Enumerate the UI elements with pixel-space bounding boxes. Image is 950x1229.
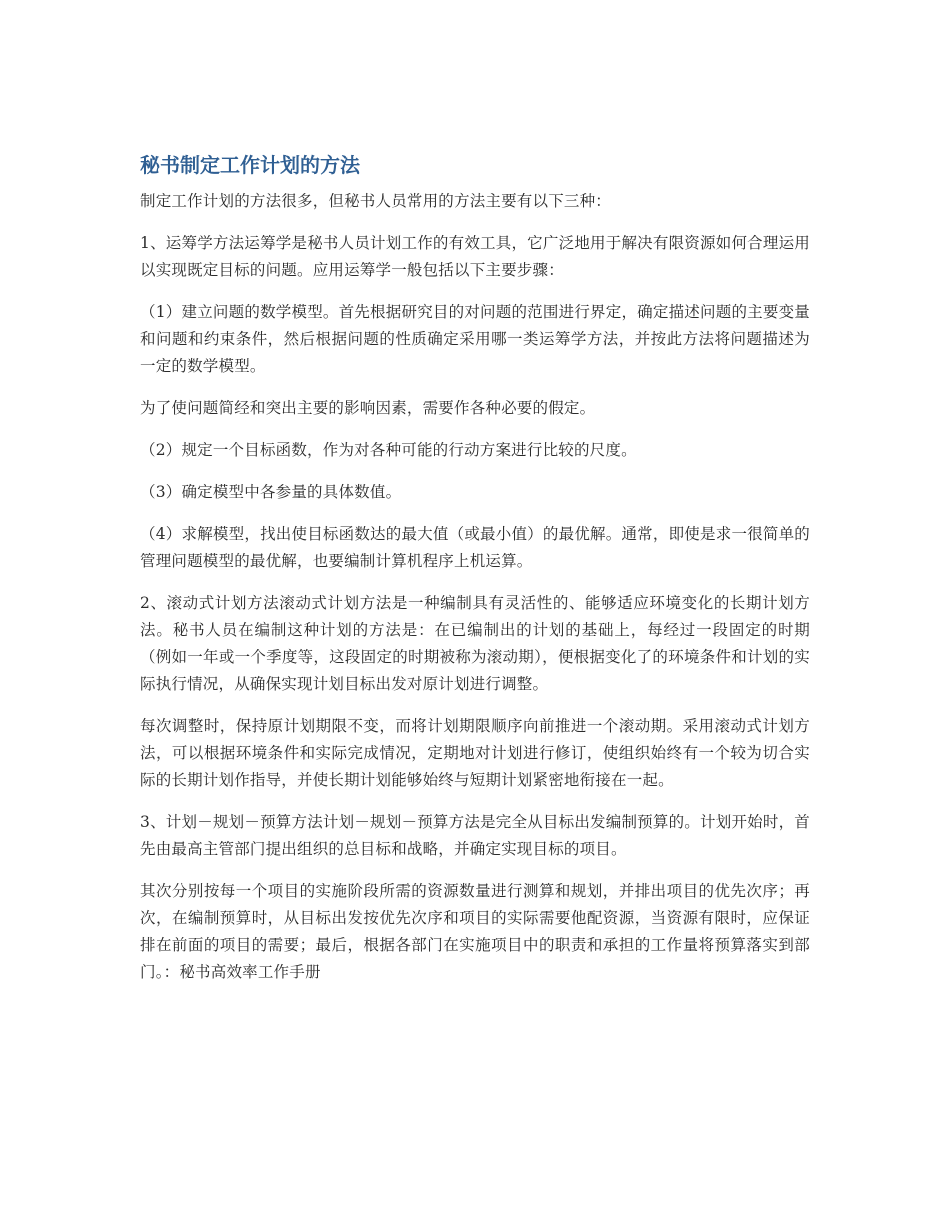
step-3-paragraph: （3）确定模型中各参量的具体数值。 bbox=[140, 483, 402, 501]
method-2-detail-paragraph: 每次调整时，保持原计划期限不变，而将计划期限顺序向前推进一个滚动期。采用滚动式计划方法，可以根据环境条件和实际完成情况，定期地对计划进行修订，使组织始终有一个较为切合实际的长期计划作指导，并使长期计划能够始终与短期计划紧密地衔接在一起。 bbox=[140, 717, 810, 789]
document-title: 秘书制定工作计划的方法 bbox=[140, 153, 360, 177]
method-3-detail-paragraph: 其次分别按每一个项目的实施阶段所需的资源数量进行测算和规划，并排出项目的优先次序；再次，在编制预算时，从目标出发按优先次序和项目的实际需要他配资源，当资源有限时，应保证排在前面的项目的需要；最后，根据各部门在实施项目中的职责和承担的工作量将预算落实到部门。：秘书高效率工作手册 bbox=[140, 882, 810, 981]
method-2-paragraph: 2、滚动式计划方法滚动式计划方法是一种编制具有灵活性的、能够适应环境变化的长期计划方法。秘书人员在编制这种计划的方法是：在已编制出的计划的基础上，每经过一段固定的时期（例如一年或一个季度等，这段固定的时期被称为滚动期），便根据变化了的环境条件和计划的实际执行情况，从确保实现计划目标出发对原计划进行调整。 bbox=[140, 594, 810, 693]
step-4-paragraph: （4）求解模型，找出使目标函数达的最大值（或最小值）的最优解。通常，即使是求一很简单的管理问题模型的最优解，也要编制计算机程序上机运算。 bbox=[140, 525, 810, 570]
step-2-paragraph: （2）规定一个目标函数，作为对各种可能的行动方案进行比较的尺度。 bbox=[140, 441, 637, 459]
intro-paragraph: 制定工作计划的方法很多，但秘书人员常用的方法主要有以下三种： bbox=[140, 192, 612, 210]
method-1-paragraph: 1、运筹学方法运筹学是秘书人员计划工作的有效工具，它广泛地用于解决有限资源如何合理运用以实现既定目标的问题。应用运筹学一般包括以下主要步骤： bbox=[140, 234, 810, 279]
method-3-paragraph: 3、计划－规划－预算方法计划－规划－预算方法是完全从目标出发编制预算的。计划开始时，首先由最高主管部门提出组织的总目标和战略，并确定实现目标的项目。 bbox=[140, 813, 810, 858]
step-1-paragraph: （1）建立问题的数学模型。首先根据研究目的对问题的范围进行界定，确定描述问题的主要变量和问题和约束条件，然后根据问题的性质确定采用哪一类运筹学方法，并按此方法将问题描述为一定的数学模型。 bbox=[140, 303, 810, 375]
assumption-paragraph: 为了使问题简经和突出主要的影响因素，需要作各种必要的假定。 bbox=[140, 399, 596, 417]
document-page bbox=[140, 150, 810, 1001]
